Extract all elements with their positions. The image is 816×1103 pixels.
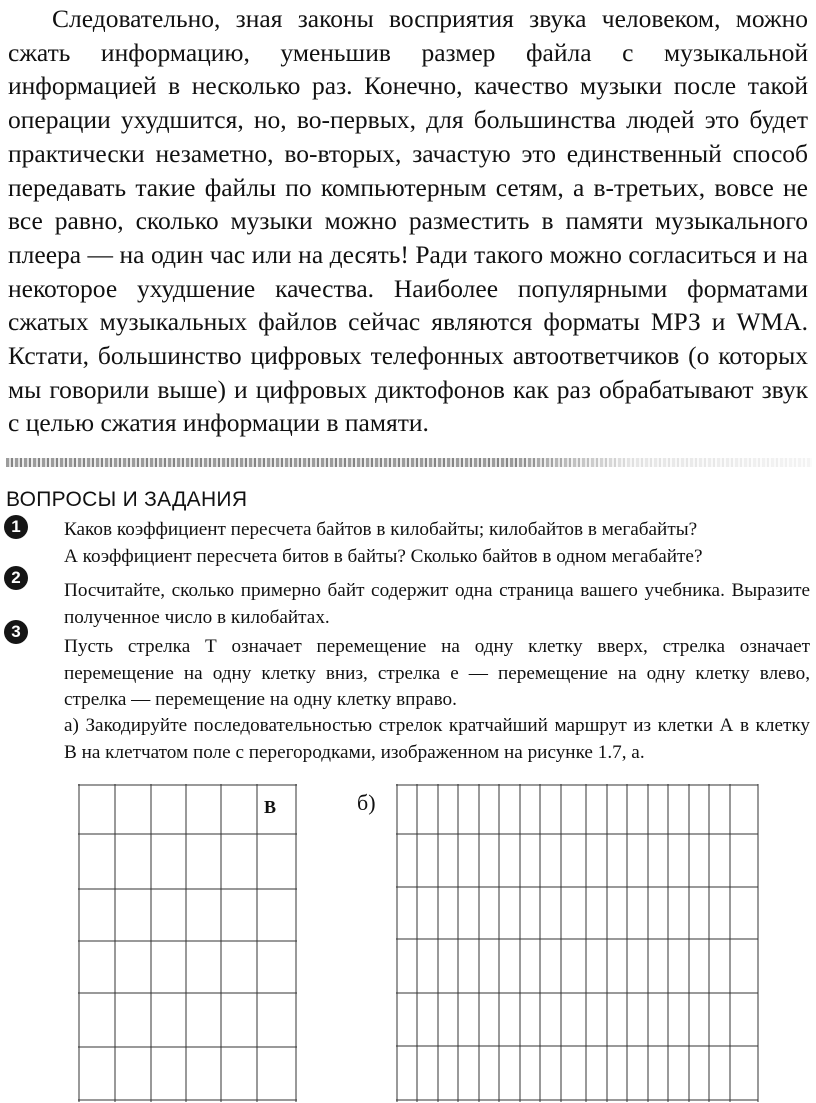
question-3: Пусть стрелка Т означает перемещение на одну клетку вверх, стрелка означает перемещение на одну клетку вниз, стрелка е — перемещение на одну клетку влево, стрелка — перемещение на одну клетку вправо.	[64, 636, 810, 710]
question-1-line-1: Каков коэффициент пересчета байтов в килобайты; килобайтов в мегабайты?	[64, 519, 698, 540]
question-2: Посчитайте, сколько примерно байт содержит одна страница вашего учебника. Выразите полученное число в килобайтах.	[64, 580, 810, 628]
section-title: ВОПРОСЫ И ЗАДАНИЯ	[6, 488, 248, 511]
grid-a-cell-b-label: В	[264, 797, 277, 817]
section-divider	[6, 458, 812, 467]
grid-b-vertical-lines	[397, 784, 758, 1102]
main-paragraph	[8, 2, 808, 440]
grid-a-vertical-lines	[79, 784, 296, 1102]
question-1	[64, 517, 810, 570]
question-number-3-icon: 3	[4, 620, 28, 644]
grid-b-horizontal-lines	[396, 785, 758, 1100]
question-3-subtask-a: а) Закодируйте последовательностью стрелок кратчайший маршрут из клетки А в клетку В на клетчатом поле с перегородками, изображенном на рисунке 1.7, а.	[64, 715, 810, 763]
question-number-1-icon: 1	[4, 515, 28, 539]
figure-b-label: б)	[357, 790, 376, 815]
grid-a-horizontal-lines	[78, 785, 297, 1100]
main-paragraph-text: Следовательно, зная законы восприятия звука человеком, можно сжать информацию, уменьшив размер файла с музыкальной информацией в несколько раз. Конечно, качество музыки после такой операции ухудшится, но, во-первых, для большинства людей это будет практически незаметно, во-вторых, зачастую это единственный способ передавать такие файлы по компьютерным сетям, а в-третьих, вовсе не все равно, сколько музыки можно разместить в памяти музыкального плеера — на один час или на десять! Ради такого можно согласиться и на некоторое ухудшение качества. Наиболее популярными форматами сжатых музыкальных файлов сейчас являются форматы МРЗ и WMA. Кстати, большинство цифровых телефонных автоответчиков (о которых мы говорили выше) и цифровых диктофонов как раз обрабатывают звук с целью сжатия информации в памяти.	[8, 4, 808, 438]
question-1-line-2: А коэффициент пересчета битов в байты? Сколько байтов в одном мегабайте?	[64, 545, 703, 567]
grid-figure-a	[78, 784, 306, 1102]
grid-figure-b	[396, 784, 762, 1102]
question-number-2-icon: 2	[4, 566, 28, 590]
